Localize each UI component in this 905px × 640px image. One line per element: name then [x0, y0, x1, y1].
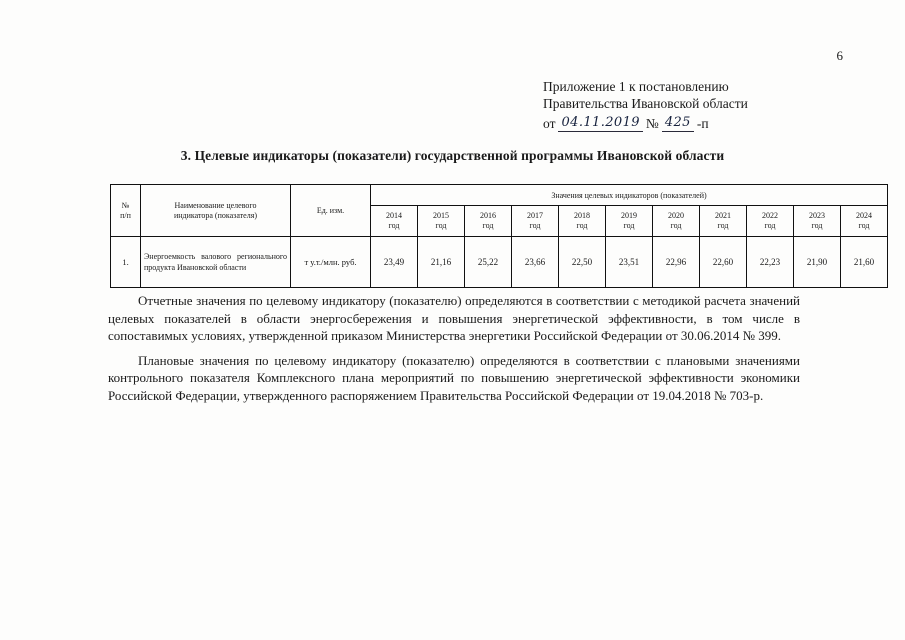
- decree-from-label: от: [543, 116, 556, 131]
- paragraph-planned-values: Плановые значения по целевому индикатору (показателю) определяются в соответствии с плановыми значениями контрольного показателя Комплексного плана мероприятий по повышению энергетической эффективности экономики Российской Федерации, утвержденного распоряжением Правительства Российской Федерации от 19.04.2018 № 703-р.: [108, 352, 800, 403]
- decree-number-value: 425: [662, 114, 694, 132]
- cell-value-2015: 21,16: [418, 237, 465, 288]
- header-year-2021: [700, 206, 747, 237]
- cell-value-2022: 22,23: [747, 237, 794, 288]
- year-label: 2015: [433, 211, 449, 220]
- header-year-2020: [653, 206, 700, 237]
- cell-value-2017: 23,66: [512, 237, 559, 288]
- cell-indicator-name: Энергоемкость валового регионального продукта Ивановской области: [141, 237, 291, 288]
- header-year-2022: [747, 206, 794, 237]
- body-text: [108, 292, 800, 405]
- table-header-row-1: [111, 185, 888, 206]
- year-label: 2020: [668, 211, 684, 220]
- year-suffix: год: [623, 221, 635, 230]
- header-np-line1: №: [121, 200, 130, 210]
- year-suffix: год: [670, 221, 682, 230]
- header-np-line2: п/п: [120, 210, 131, 220]
- header-year-2017: [512, 206, 559, 237]
- decree-number-suffix: -п: [696, 116, 709, 131]
- header-year-2018: [559, 206, 606, 237]
- header-year-2024: [841, 206, 888, 237]
- cell-value-2024: 21,60: [841, 237, 888, 288]
- header-values-group: Значения целевых индикаторов (показателей): [371, 185, 888, 206]
- year-suffix: год: [717, 221, 729, 230]
- year-suffix: год: [388, 221, 400, 230]
- header-year-2023: [794, 206, 841, 237]
- header-year-2014: [371, 206, 418, 237]
- cell-value-2016: 25,22: [465, 237, 512, 288]
- header-year-2019: [606, 206, 653, 237]
- indicators-table: [110, 184, 888, 288]
- header-name: [141, 185, 291, 237]
- year-label: 2019: [621, 211, 637, 220]
- cell-value-2019: 23,51: [606, 237, 653, 288]
- year-suffix: год: [529, 221, 541, 230]
- cell-np: 1.: [111, 237, 141, 288]
- cell-value-2014: 23,49: [371, 237, 418, 288]
- header-year-2015: [418, 206, 465, 237]
- header-name-line1: Наименование целевого: [174, 200, 257, 210]
- year-label: 2017: [527, 211, 543, 220]
- decree-number-label: №: [645, 116, 659, 131]
- year-suffix: год: [576, 221, 588, 230]
- year-suffix: год: [435, 221, 447, 230]
- year-label: 2014: [386, 211, 402, 220]
- year-label: 2021: [715, 211, 731, 220]
- table-row: [111, 237, 888, 288]
- header-name-line2: индикатора (показателя): [173, 210, 258, 220]
- year-label: 2024: [856, 211, 872, 220]
- year-suffix: год: [764, 221, 776, 230]
- year-label: 2018: [574, 211, 590, 220]
- approval-line-1: Приложение 1 к постановлению: [543, 79, 729, 94]
- year-label: 2022: [762, 211, 778, 220]
- year-label: 2023: [809, 211, 825, 220]
- cell-value-2023: 21,90: [794, 237, 841, 288]
- cell-unit: т у.т./млн. руб.: [291, 237, 371, 288]
- approval-line-2: Правительства Ивановской области: [543, 96, 748, 111]
- page-number: 6: [836, 48, 843, 63]
- cell-value-2021: 22,60: [700, 237, 747, 288]
- year-suffix: год: [482, 221, 494, 230]
- page-title: 3. Целевые индикаторы (показатели) государственной программы Ивановской области: [180, 148, 725, 163]
- cell-value-2018: 22,50: [559, 237, 606, 288]
- cell-value-2020: 22,96: [653, 237, 700, 288]
- year-suffix: год: [811, 221, 823, 230]
- year-suffix: год: [858, 221, 870, 230]
- year-label: 2016: [480, 211, 496, 220]
- decree-date-value: 04.11.2019: [558, 114, 642, 132]
- header-year-2016: [465, 206, 512, 237]
- approval-block: [543, 78, 843, 132]
- decree-line: [543, 114, 843, 132]
- header-unit: Ед. изм.: [291, 185, 371, 237]
- header-np: [111, 185, 141, 237]
- paragraph-reporting-values: Отчетные значения по целевому индикатору (показателю) определяются в соответствии с методикой расчета значений целевых показателей в области энергосбережения и повышения энергетической эффективности, в том числе в сопоставимых условиях, утвержденной приказом Министерства энергетики Российской Федерации от 30.06.2014 № 399.: [108, 293, 800, 343]
